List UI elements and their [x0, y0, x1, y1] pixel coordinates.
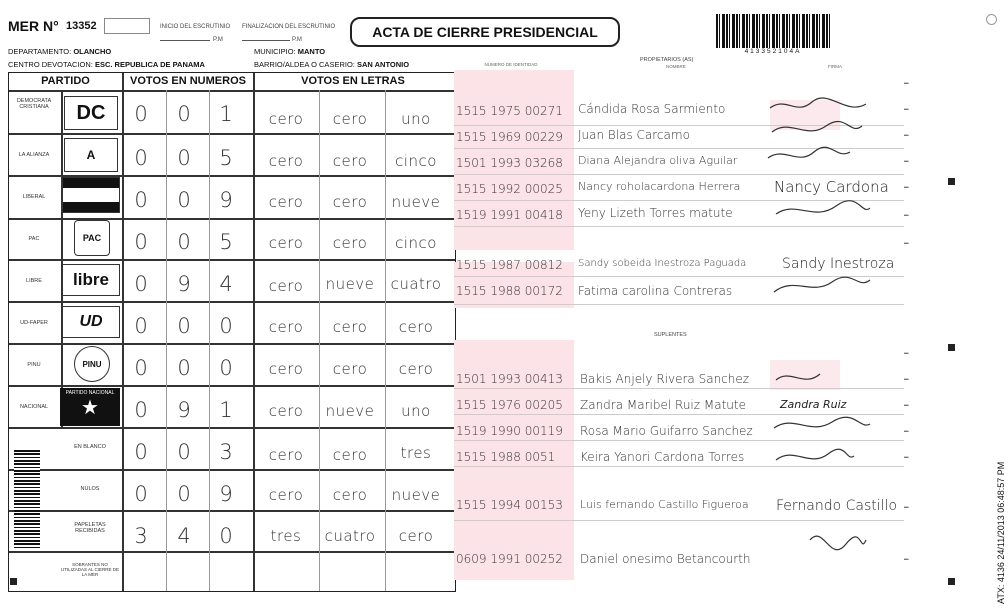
votes-digit: 0 — [177, 188, 191, 212]
margin-mark: ▬ — [904, 158, 909, 163]
party-label: NACIONAL — [19, 404, 49, 410]
member-name: Keira Yanori Cardona Torres — [580, 450, 745, 464]
identity-number: 1515 1988 00172 — [456, 284, 563, 298]
mer-label: MER N° — [8, 18, 59, 34]
votes-word: cero — [332, 152, 368, 170]
votes-digit: 0 — [177, 314, 191, 338]
votes-word: cero — [332, 110, 368, 128]
en-blanco-label: EN BLANCO — [74, 444, 106, 450]
votes-word: cero — [332, 446, 368, 464]
centro-row — [8, 60, 205, 69]
signature: Zandra Ruiz — [780, 398, 847, 411]
nacional-logo-text: PARTIDO NACIONAL — [65, 390, 115, 396]
inicio-line — [160, 40, 210, 41]
identity-number: 1515 1994 00153 — [456, 498, 563, 512]
barrio-value: SAN ANTONIO — [356, 60, 410, 69]
signature: Fernando Castillo — [776, 498, 898, 514]
party-label: LIBRE — [26, 278, 42, 284]
barcode-number: 413352104A — [744, 48, 802, 55]
votes-digit: 0 — [134, 272, 148, 296]
identity-number: 1519 1991 00418 — [456, 208, 563, 222]
barcode-icon — [716, 14, 830, 48]
margin-mark: ▬ — [904, 184, 909, 189]
suplentes-scribbles-icon — [770, 364, 880, 574]
margin-mark: ▬ — [904, 376, 909, 381]
votes-word: nueve — [391, 193, 441, 211]
votes-digit: 0 — [134, 440, 148, 464]
votes-word: uno — [401, 402, 431, 420]
votes-word: cero — [332, 234, 368, 252]
ud-logo-icon: UD — [62, 306, 120, 338]
member-name: Nancy roholacardona Herrera — [578, 180, 741, 193]
votes-word: cero — [398, 360, 434, 378]
member-name: Zandra Maribel Ruiz Matute — [580, 398, 746, 412]
votes-word: cero — [268, 234, 304, 252]
departamento-value: OLANCHO — [73, 47, 112, 56]
side-barcode-icon — [14, 450, 40, 550]
votes-digit: 0 — [219, 356, 233, 380]
identity-number: 1515 1969 00229 — [456, 130, 563, 144]
municipio-label: MUNICIPIO: — [254, 47, 296, 56]
registration-mark-icon — [10, 578, 17, 585]
votes-digit: 3 — [134, 524, 148, 548]
party-label: LA ALIANZA — [18, 152, 50, 158]
votes-digit: 0 — [134, 398, 148, 422]
party-label: PAC — [28, 236, 40, 242]
votes-digit: 9 — [219, 188, 233, 212]
votes-word: cero — [268, 193, 304, 211]
margin-mark: ▬ — [904, 428, 909, 433]
finalizacion-pm: P.M — [292, 37, 302, 43]
votes-digit: 0 — [177, 356, 191, 380]
liberal-flag-icon — [62, 177, 120, 213]
votes-word: tres — [270, 527, 302, 545]
col-firma-header: FIRMA — [828, 64, 842, 69]
municipio-row — [254, 47, 325, 56]
votes-digit: 5 — [219, 230, 233, 254]
votes-digit: 5 — [219, 146, 233, 170]
votes-word: cero — [268, 360, 304, 378]
votes-word: cero — [332, 360, 368, 378]
identity-number: 1515 1987 00812 — [456, 258, 563, 272]
votes-digit: 1 — [219, 102, 233, 126]
votes-digit: 0 — [134, 482, 148, 506]
votes-digit: 0 — [134, 356, 148, 380]
document-title: ACTA DE CIERRE PRESIDENCIAL — [350, 17, 620, 47]
votes-digit: 0 — [134, 188, 148, 212]
barrio-label: BARRIO/ALDEA O CASERIO: — [254, 60, 355, 69]
sobrantes-label: SOBRANTES NO UTILIZADAS AL CIERRE DE LA MER — [60, 562, 120, 577]
votes-digit: 4 — [177, 524, 191, 548]
member-name: Rosa Mario Guifarro Sanchez — [580, 424, 753, 438]
inicio-label: INICIO DEL ESCRUTINIO — [160, 24, 231, 30]
votes-digit: 9 — [177, 398, 191, 422]
margin-mark: ▬ — [904, 454, 909, 459]
member-name: Luis fernando Castillo Figueroa — [580, 498, 749, 511]
votes-digit: 0 — [219, 314, 233, 338]
nulos-label: NULOS — [80, 486, 100, 492]
municipio-value: MANTO — [297, 47, 326, 56]
signature: Sandy Inestroza — [782, 256, 895, 272]
propietarios-header: PROPIETARIOS (AS) — [640, 57, 694, 63]
col-letras-header: VOTOS EN LETRAS — [301, 75, 405, 87]
cne-logo-icon — [104, 18, 150, 34]
votes-word: cero — [268, 446, 304, 464]
signature-scribbles-icon — [766, 96, 876, 306]
member-name: Juan Blas Carcamo — [578, 128, 690, 142]
votes-digit: 0 — [177, 146, 191, 170]
col-identidad-header: NUMERO DE IDENTIDAD — [484, 62, 538, 67]
libre-logo-icon: libre — [62, 264, 120, 296]
pinu-logo-icon: PINU — [74, 346, 110, 382]
margin-mark: ▬ — [904, 212, 909, 217]
departamento-row — [8, 47, 111, 56]
col-numeros-header: VOTOS EN NUMEROS — [130, 75, 246, 87]
votes-word: tres — [400, 444, 432, 462]
votes-digit: 0 — [134, 314, 148, 338]
identity-number: 1515 1988 0051 — [456, 450, 556, 464]
identity-number: 1501 1993 03268 — [456, 156, 563, 170]
votes-digit: 0 — [177, 102, 191, 126]
votes-word: cero — [268, 277, 304, 295]
member-name: Sandy sobeida Inestroza Paguada — [578, 258, 747, 269]
barrio-row — [254, 60, 409, 69]
finalizacion-label: FINALIZACION DEL ESCRUTINIO — [242, 24, 336, 30]
centro-label: CENTRO DEVOTACION: — [8, 60, 93, 69]
votes-word: cero — [268, 486, 304, 504]
votes-word: cero — [268, 318, 304, 336]
party-label: LIBERAL — [22, 194, 46, 200]
identity-number: 1519 1990 00119 — [456, 424, 563, 438]
votes-digit: 0 — [177, 440, 191, 464]
punch-hole-icon — [986, 14, 997, 25]
votes-digit: 0 — [134, 230, 148, 254]
votes-digit: 0 — [134, 102, 148, 126]
col-partido-header: PARTIDO — [41, 75, 90, 87]
votes-digit: 0 — [177, 482, 191, 506]
party-label: PINU — [27, 362, 41, 368]
votes-digit: 9 — [177, 272, 191, 296]
party-label: UD-FAPER — [20, 320, 48, 326]
votes-word: nueve — [325, 402, 375, 420]
votes-word: cero — [332, 486, 368, 504]
votes-digit: 0 — [134, 146, 148, 170]
star-icon: ★ — [81, 397, 99, 419]
margin-mark: ▬ — [904, 556, 909, 561]
votes-word: cero — [398, 318, 434, 336]
member-name: Diana Alejandra oliva Aguilar — [578, 154, 738, 167]
identity-number: 0609 1991 00252 — [456, 552, 563, 566]
margin-mark: ▬ — [904, 350, 909, 355]
votes-digit: 3 — [219, 440, 233, 464]
votes-digit: 1 — [219, 398, 233, 422]
margin-mark: ▬ — [904, 240, 909, 245]
timestamp-stamp: ATX: 4136 24/11/2013 06:48:57 PM — [996, 461, 1006, 604]
margin-mark: ▬ — [904, 402, 909, 407]
member-name: Cándida Rosa Sarmiento — [578, 102, 726, 116]
member-name: Daniel onesimo Betancourth — [580, 552, 751, 566]
nacional-logo-icon — [60, 388, 120, 426]
member-name: Fatima carolina Contreras — [578, 284, 733, 298]
votes-word: cuatro — [324, 527, 376, 545]
votes-word: cero — [268, 152, 304, 170]
col-nombre-header: NOMBRE — [666, 64, 686, 69]
votes-word: nueve — [391, 486, 441, 504]
registration-mark-icon — [948, 578, 955, 585]
suplentes-header: SUPLENTES — [654, 332, 687, 338]
margin-mark: ▬ — [904, 106, 909, 111]
votes-word: cero — [332, 318, 368, 336]
votes-word: cero — [332, 193, 368, 211]
votes-word: uno — [401, 110, 431, 128]
votes-word: cero — [398, 527, 434, 545]
centro-value: ESC. REPUBLICA DE PANAMA — [94, 60, 205, 69]
signature: Nancy Cardona — [774, 178, 889, 196]
member-name: Bakis Anjely Rivera Sanchez — [580, 372, 750, 386]
departamento-label: DEPARTAMENTO: — [8, 47, 72, 56]
votes-word: cinco — [395, 152, 437, 170]
party-label: DEMOCRATA CRISTIANA — [16, 98, 52, 110]
identity-number: 1515 1975 00271 — [456, 104, 563, 118]
inicio-pm: P.M — [213, 37, 223, 43]
votes-digit: 4 — [219, 272, 233, 296]
votes-digit: 0 — [219, 524, 233, 548]
mer-number: 13352 — [66, 20, 97, 32]
votes-word: cero — [268, 402, 304, 420]
votes-word: cuatro — [390, 275, 442, 293]
pac-logo-icon: PAC — [74, 220, 110, 256]
papeletas-label: PAPELETAS RECIBIDAS — [74, 522, 106, 534]
votes-digit: 9 — [219, 482, 233, 506]
identity-number: 1515 1992 00025 — [456, 182, 563, 196]
margin-mark: ▬ — [904, 504, 909, 509]
margin-mark: ▬ — [904, 132, 909, 137]
alianza-logo-icon: A — [64, 138, 118, 172]
identity-number: 1501 1993 00413 — [456, 372, 563, 386]
member-name: Yeny Lizeth Torres matute — [578, 206, 733, 220]
finalizacion-line — [242, 40, 290, 41]
votes-word: cero — [268, 110, 304, 128]
dc-logo-icon: DC — [64, 96, 118, 130]
votes-digit: 0 — [177, 230, 191, 254]
registration-mark-icon — [948, 344, 955, 351]
votes-word: nueve — [325, 275, 375, 293]
votes-word: cinco — [395, 234, 437, 252]
identity-number: 1515 1976 00205 — [456, 398, 563, 412]
margin-mark: ▬ — [904, 80, 909, 85]
registration-mark-icon — [948, 178, 955, 185]
